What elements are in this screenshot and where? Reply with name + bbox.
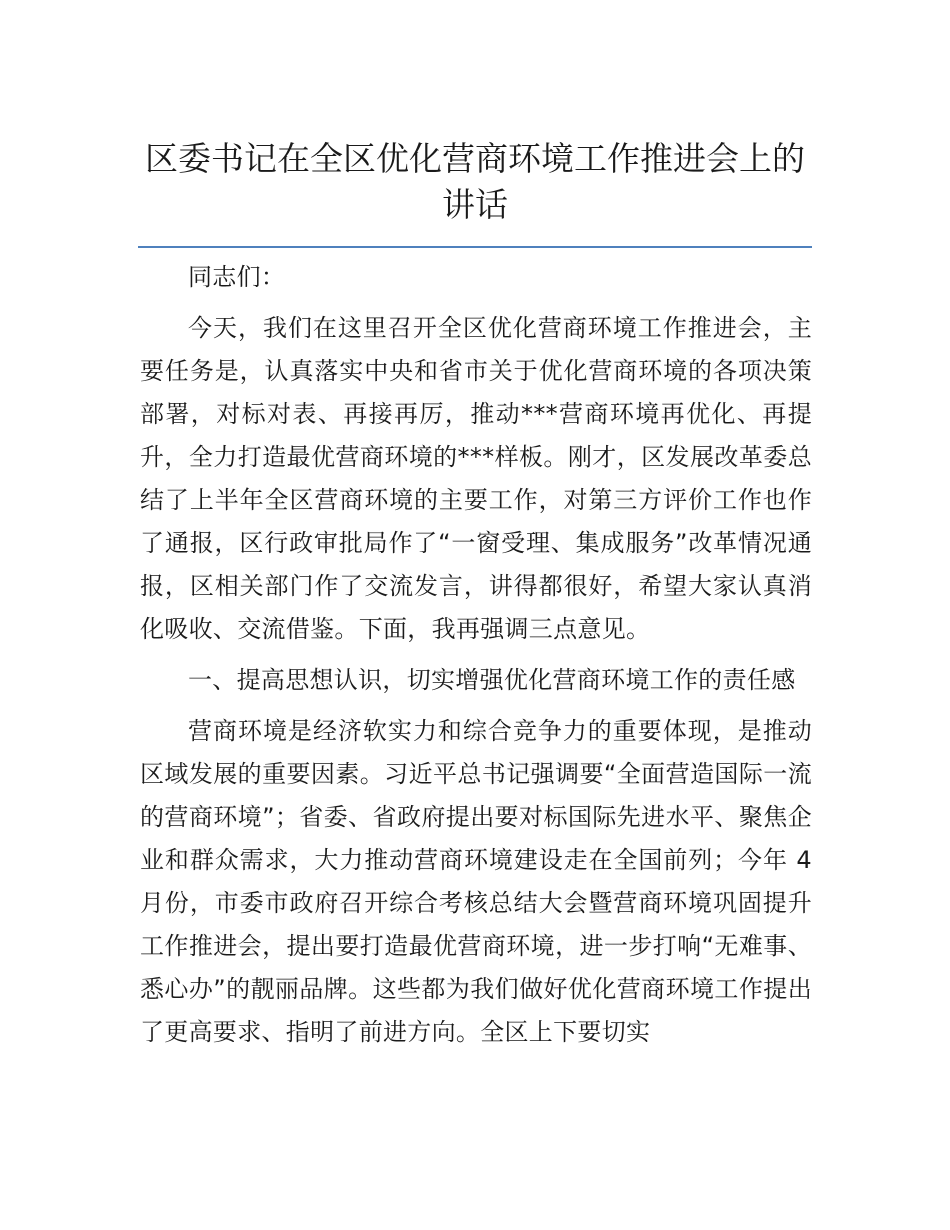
- section-heading: 一、提高思想认识，切实增强优化营商环境工作的责任感: [188, 666, 796, 694]
- title-line-2: 讲话: [442, 185, 508, 224]
- document-title: [138, 136, 812, 228]
- paragraph: 营商环境是经济软实力和综合竞争力的重要体现，是推动区域发展的重要因素。习近平总书记强调要“全面营造国际一流的营商环境”；省委、省政府提出要对标国际先进水平、聚焦企业和群众需求，大力推动营商环境建设走在全国前列；今年 4 月份，市委市政府召开综合考核总结大会暨营商环境巩固提升工作推进会，提出要打造最优营商环境，进一步打响“无难事、悉心办”的靓丽品牌。这些都为我们做好优化营商环境工作提出了更高要求、指明了前进方向。全区上下要切实: [140, 717, 812, 1046]
- paragraph: 今天，我们在这里召开全区优化营商环境工作推进会，主要任务是，认真落实中央和省市关于优化营商环境的各项决策部署，对标对表、再接再厉，推动***营商环境再优化、再提升，全力打造最优营商环境的***样板。刚才，区发展改革委总结了上半年全区营商环境的主要工作，对第三方评价工作也作了通报，区行政审批局作了“一窗受理、集成服务”改革情况通报，区相关部门作了交流发言，讲得都很好，希望大家认真消化吸收、交流借鉴。下面，我再强调三点意见。: [140, 314, 812, 643]
- title-divider: [138, 246, 812, 248]
- salutation: 同志们：: [188, 263, 286, 291]
- document-body: [140, 256, 812, 1054]
- title-line-1: 区委书记在全区优化营商环境工作推进会上的: [145, 139, 805, 178]
